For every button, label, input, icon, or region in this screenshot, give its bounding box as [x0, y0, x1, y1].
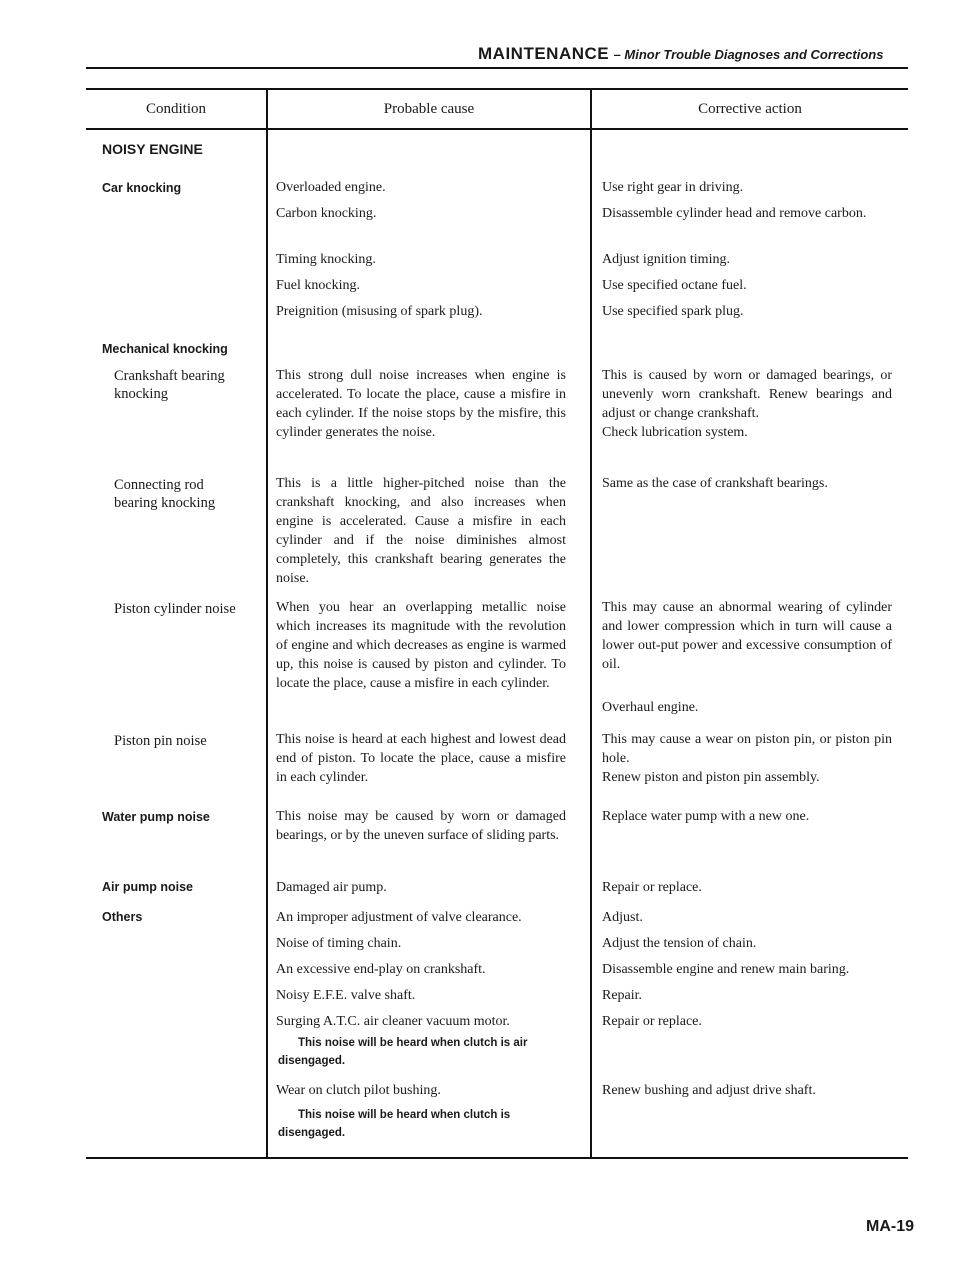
header-rule	[86, 67, 908, 69]
column-divider-1	[266, 88, 268, 1158]
condition-water-pump: Water pump noise	[102, 810, 210, 824]
cause-preignition: Preignition (misusing of spark plug).	[276, 304, 483, 319]
cause-pilot-bushing: Wear on clutch pilot bushing.	[276, 1083, 441, 1098]
action-water-pump: Replace water pump with a new one.	[602, 809, 810, 824]
cause-end-play: An excessive end-play on crankshaft.	[276, 962, 486, 977]
action-main-baring: Disassemble engine and renew main baring.	[602, 962, 850, 977]
action-renew-bushing: Renew bushing and adjust drive shaft.	[602, 1083, 816, 1098]
header-corrective-action: Corrective action	[698, 101, 802, 117]
action-octane: Use specified octane fuel.	[602, 278, 747, 293]
action-right-gear: Use right gear in driving.	[602, 180, 744, 195]
action-piston-pin-wear: This may cause a wear on piston pin, or piston pin hole.	[602, 732, 892, 766]
cause-water-pump: This noise may be caused by worn or damaged bearings, or by the uneven surface of sliding parts.	[276, 809, 566, 843]
cause-note-2: This noise will be heard when clutch is disengaged.	[278, 1109, 511, 1139]
cause-fuel: Fuel knocking.	[276, 278, 360, 293]
cause-overloaded: Overloaded engine.	[276, 180, 386, 195]
action-repair: Repair.	[602, 988, 643, 1003]
condition-connecting-rod: Connecting rod bearing knocking	[114, 477, 216, 511]
action-repair-replace-1: Repair or replace.	[602, 880, 702, 895]
header-subtitle: – Minor Trouble Diagnoses and Corrections	[613, 47, 884, 62]
cause-timing: Timing knocking.	[276, 252, 376, 267]
action-adjust: Adjust.	[602, 910, 643, 925]
cause-connecting-rod: This is a little higher-pitched noise than the crankshaft knocking, and also increases when engine is accelerated. Cause a misfire in each cylinder and if the noise diminishes almost completely, this crankshaft bearing generates the noise.	[276, 476, 566, 586]
header-probable-cause: Probable cause	[383, 101, 475, 117]
cause-valve-clearance: An improper adjustment of valve clearance.	[276, 910, 522, 925]
table-top-rule	[86, 88, 908, 90]
cause-crankshaft: This strong dull noise increases when engine is accelerated. To locate the place, cause a misfire in each cylinder. If the noise stops by the misfire, this cylinder generates the noise.	[276, 368, 566, 440]
column-divider-2	[590, 88, 592, 1158]
action-crankshaft: This is caused by worn or damaged bearings, or unevenly worn crankshaft. Renew bearings and adjust or change crankshaft.	[602, 368, 892, 421]
table-header-rule	[86, 128, 908, 130]
section-noisy-engine: NOISY ENGINE	[102, 141, 203, 157]
cause-timing-chain: Noise of timing chain.	[276, 936, 402, 951]
cause-carbon: Carbon knocking.	[276, 206, 377, 221]
table-bottom-rule	[86, 1157, 908, 1159]
action-renew-piston: Renew piston and piston pin assembly.	[602, 770, 820, 785]
action-same-as: Same as the case of crankshaft bearings.	[602, 476, 828, 491]
action-spark-plug: Use specified spark plug.	[602, 304, 744, 319]
header-title: MAINTENANCE	[478, 44, 610, 63]
condition-piston-pin: Piston pin noise	[114, 733, 207, 749]
condition-others: Others	[102, 910, 143, 924]
action-chain-tension: Adjust the tension of chain.	[602, 936, 757, 951]
page-number: MA-19	[866, 1218, 915, 1235]
page-header	[478, 44, 883, 64]
cause-piston-pin: This noise is heard at each highest and lowest dead end of piston. To locate the place, cause a misfire in each cylinder.	[276, 732, 566, 785]
cause-efe-valve: Noisy E.F.E. valve shaft.	[276, 988, 416, 1003]
cause-atc-motor: Surging A.T.C. air cleaner vacuum motor.	[276, 1014, 510, 1029]
action-disassemble-head: Disassemble cylinder head and remove carbon.	[602, 206, 867, 221]
cause-piston-cylinder: When you hear an overlapping metallic noise which increases its magnitude with the revolution of engine and which decreases as engine is warmed up, this noise is caused by piston and cylinder. To locate the place, cause a misfire in each cylinder.	[276, 600, 566, 691]
condition-crankshaft-bearing: Crankshaft bearing knocking	[114, 368, 225, 402]
action-lubrication: Check lubrication system.	[602, 425, 748, 440]
condition-piston-cylinder: Piston cylinder noise	[114, 601, 236, 617]
header-condition: Condition	[145, 101, 206, 117]
action-repair-replace-2: Repair or replace.	[602, 1014, 702, 1029]
action-abnormal-wear: This may cause an abnormal wearing of cylinder and lower compression which in turn will cause a lower out-put power and excessive consumption of oil.	[602, 600, 892, 672]
cause-air-pump: Damaged air pump.	[276, 880, 387, 895]
condition-air-pump: Air pump noise	[102, 880, 193, 894]
action-overhaul: Overhaul engine.	[602, 700, 699, 715]
action-ignition-timing: Adjust ignition timing.	[602, 252, 730, 267]
cause-note-1: This noise will be heard when clutch is air disengaged.	[278, 1037, 528, 1067]
condition-car-knocking: Car knocking	[102, 181, 182, 195]
condition-mechanical-knocking: Mechanical knocking	[102, 342, 228, 356]
